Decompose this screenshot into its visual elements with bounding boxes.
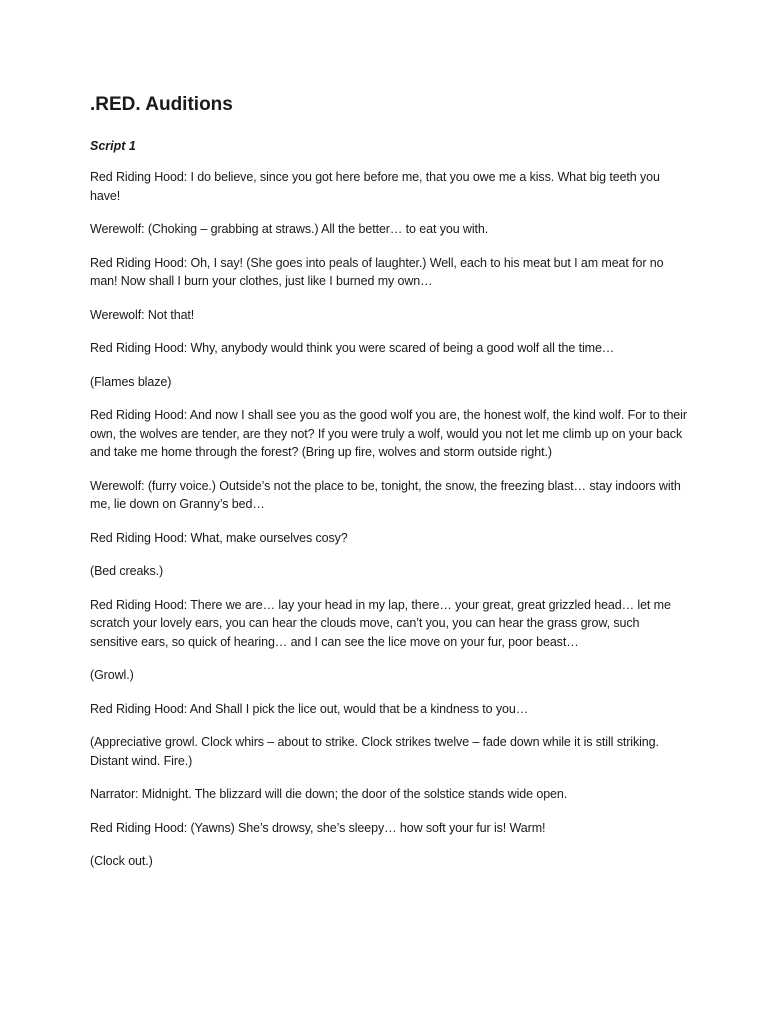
document-title: .RED. Auditions [90,94,233,115]
script-heading: Script 1 [90,139,136,153]
script-line: Red Riding Hood: There we are… lay your head in my lap, there… your great, great grizzled head… let me scratch your lovely ears, you can hear the clouds move, can’t you, you can hear the grass grow, such sensitive ears, so quick of hearing… and I can see the lice move on your fur, poor beast… [90,597,671,649]
stage-direction: (Growl.) [90,668,134,682]
stage-direction: (Appreciative growl. Clock whirs – about to strike. Clock strikes twelve – fade down while it is still striking. Distant wind. Fire.) [90,735,659,768]
script-line: Red Riding Hood: (Yawns) She’s drowsy, she’s sleepy… how soft your fur is! Warm! [90,820,546,835]
script-line: Red Riding Hood: I do believe, since you got here before me, that you owe me a kiss. What big teeth you have! [90,170,660,203]
script-line: Red Riding Hood: What, make ourselves cosy? [90,530,348,545]
script-line: Red Riding Hood: And now I shall see you as the good wolf you are, the honest wolf, the kind wolf. For to their own, the wolves are tender, are they not? If you were truly a wolf, would you not let me climb up on your back and take me home through the forest? (Bring up fire, wolves and storm outside right.) [90,408,687,459]
stage-direction: (Flames blaze) [90,374,172,389]
document-page [90,92,690,886]
script-line: Werewolf: Not that! [90,307,195,322]
stage-direction: (Clock out.) [90,854,153,868]
script-line: Narrator: Midnight. The blizzard will die down; the door of the solstice stands wide open. [90,787,568,801]
script-line: Red Riding Hood: Oh, I say! (She goes into peals of laughter.) Well, each to his meat but I am meat for no man! Now shall I burn your clothes, just like I burned my own… [90,255,664,288]
stage-direction: (Bed creaks.) [90,564,164,578]
script-line: Werewolf: (Choking – grabbing at straws.) All the better… to eat you with. [90,222,489,236]
script-line: Red Riding Hood: And Shall I pick the lice out, would that be a kindness to you… [90,701,529,716]
script-line: Red Riding Hood: Why, anybody would think you were scared of being a good wolf all the time… [90,341,615,355]
script-line: Werewolf: (furry voice.) Outside’s not the place to be, tonight, the snow, the freezing blast… stay indoors with me, lie down on Granny’s bed… [90,478,681,511]
